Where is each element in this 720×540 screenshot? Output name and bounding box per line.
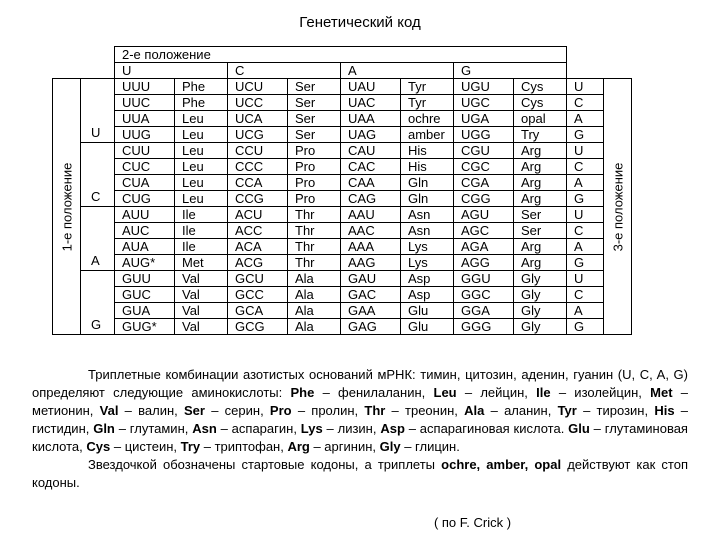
codon-cell: GUC bbox=[115, 287, 175, 303]
amino-acid-cell: Thr bbox=[288, 255, 341, 271]
third-base-label: A bbox=[567, 175, 604, 191]
amino-acid-cell: Pro bbox=[288, 159, 341, 175]
bold-term: Tyr bbox=[557, 403, 577, 418]
amino-acid-cell: His bbox=[401, 143, 454, 159]
amino-acid-cell: Leu bbox=[175, 111, 228, 127]
amino-acid-cell: Ser bbox=[514, 223, 567, 239]
amino-acid-cell: Leu bbox=[175, 175, 228, 191]
source-credit: ( по F. Crick ) bbox=[433, 515, 512, 530]
corner-cell bbox=[53, 47, 81, 63]
bold-term: Asp bbox=[380, 421, 405, 436]
codon-cell: CCU bbox=[228, 143, 288, 159]
bold-term: Pro bbox=[269, 403, 292, 418]
third-base-label: A bbox=[567, 303, 604, 319]
codon-cell: GAC bbox=[341, 287, 401, 303]
corner-cell bbox=[81, 63, 115, 79]
codon-cell: AGC bbox=[454, 223, 514, 239]
codon-cell: AAA bbox=[341, 239, 401, 255]
codon-row bbox=[53, 303, 632, 319]
bold-term: Leu bbox=[433, 385, 457, 400]
third-base-label: U bbox=[567, 207, 604, 223]
codon-cell: AGA bbox=[454, 239, 514, 255]
amino-acid-cell: Tyr bbox=[401, 95, 454, 111]
codon-cell: CGU bbox=[454, 143, 514, 159]
codon-cell: CAU bbox=[341, 143, 401, 159]
codon-table-body bbox=[53, 79, 632, 335]
codon-cell: GUA bbox=[115, 303, 175, 319]
codon-cell: CUU bbox=[115, 143, 175, 159]
codon-cell: GUU bbox=[115, 271, 175, 287]
third-position-label-text: 3-е положение bbox=[610, 162, 625, 251]
third-base-label: U bbox=[567, 79, 604, 95]
page-title: Генетический код bbox=[299, 14, 421, 31]
bold-term: Asn bbox=[192, 421, 217, 436]
amino-acid-cell: Asp bbox=[401, 287, 454, 303]
codon-cell: UGC bbox=[454, 95, 514, 111]
amino-acid-cell: Asn bbox=[401, 207, 454, 223]
codon-cell: CCC bbox=[228, 159, 288, 175]
first-base-label: C bbox=[81, 143, 115, 207]
bold-term: Thr bbox=[364, 403, 386, 418]
text-segment: – лизин, bbox=[322, 421, 381, 436]
amino-acid-cell: Val bbox=[175, 319, 228, 335]
codon-cell: AAU bbox=[341, 207, 401, 223]
codon-cell: GUG* bbox=[115, 319, 175, 335]
codon-cell: AUG* bbox=[115, 255, 175, 271]
third-position-axis-label bbox=[604, 79, 632, 335]
amino-acid-cell: Gly bbox=[514, 303, 567, 319]
amino-acid-cell: Ser bbox=[514, 207, 567, 223]
text-segment: – серин, bbox=[204, 403, 270, 418]
bold-term: His bbox=[654, 403, 675, 418]
third-base-label: C bbox=[567, 159, 604, 175]
text-segment: действуют как стоп кодоны. bbox=[32, 457, 689, 490]
amino-acid-cell: Ser bbox=[288, 79, 341, 95]
codon-cell: GCG bbox=[228, 319, 288, 335]
amino-acid-cell: Asp bbox=[401, 271, 454, 287]
codon-row bbox=[53, 143, 632, 159]
amino-acid-cell: opal bbox=[514, 111, 567, 127]
amino-acid-cell: Pro bbox=[288, 175, 341, 191]
codon-cell: CUG bbox=[115, 191, 175, 207]
amino-acid-cell: Ser bbox=[288, 95, 341, 111]
bold-term: Cys bbox=[86, 439, 111, 454]
second-position-header: 2-е положение bbox=[115, 47, 567, 63]
codon-cell: AUA bbox=[115, 239, 175, 255]
amino-acid-cell: Try bbox=[514, 127, 567, 143]
amino-acid-cell: Arg bbox=[514, 239, 567, 255]
codon-cell: UCC bbox=[228, 95, 288, 111]
amino-acid-cell: Gly bbox=[514, 319, 567, 335]
codon-cell: GGA bbox=[454, 303, 514, 319]
codon-cell: AAC bbox=[341, 223, 401, 239]
amino-acid-cell: Glu bbox=[401, 303, 454, 319]
codon-cell: UGU bbox=[454, 79, 514, 95]
codon-cell: CAA bbox=[341, 175, 401, 191]
amino-acid-cell: Ala bbox=[288, 287, 341, 303]
text-segment: – пролин, bbox=[291, 403, 365, 418]
amino-acid-cell: Ile bbox=[175, 223, 228, 239]
codon-cell: UAC bbox=[341, 95, 401, 111]
codon-cell: CGC bbox=[454, 159, 514, 175]
bold-term: Val bbox=[99, 403, 119, 418]
codon-cell: CAC bbox=[341, 159, 401, 175]
third-base-label: G bbox=[567, 255, 604, 271]
first-base-label: U bbox=[81, 79, 115, 143]
text-segment: – тирозин, bbox=[576, 403, 655, 418]
text-segment: Звездочкой обозначены стартовые кодоны, а триплеты bbox=[88, 457, 442, 472]
bold-term: Phe bbox=[290, 385, 315, 400]
amino-acid-cell: Thr bbox=[288, 239, 341, 255]
third-base-label: U bbox=[567, 271, 604, 287]
text-segment: – метионин, bbox=[32, 385, 688, 418]
amino-acid-cell: Phe bbox=[175, 79, 228, 95]
first-position-label-text: 1-е положение bbox=[59, 162, 74, 251]
third-base-label: A bbox=[567, 111, 604, 127]
text-segment: – цистеин, bbox=[110, 439, 181, 454]
amino-acid-cell: Ala bbox=[288, 271, 341, 287]
codon-cell: UGG bbox=[454, 127, 514, 143]
codon-cell: GAA bbox=[341, 303, 401, 319]
amino-acid-cell: amber bbox=[401, 127, 454, 143]
corner-cell bbox=[53, 63, 81, 79]
codon-cell: ACA bbox=[228, 239, 288, 255]
amino-acid-cell: Ala bbox=[288, 319, 341, 335]
amino-acid-cell: Val bbox=[175, 287, 228, 303]
bold-term: Gly bbox=[379, 439, 401, 454]
second-base-label: U bbox=[115, 63, 228, 79]
amino-acid-legend-paragraph bbox=[32, 366, 688, 456]
codon-row bbox=[53, 255, 632, 271]
codon-row bbox=[53, 319, 632, 335]
codon-row bbox=[53, 95, 632, 111]
amino-acid-cell: His bbox=[401, 159, 454, 175]
second-base-label: A bbox=[341, 63, 454, 79]
third-base-label: A bbox=[567, 239, 604, 255]
stop-codon-note-paragraph bbox=[32, 456, 688, 492]
codon-row bbox=[53, 287, 632, 303]
codon-cell: AAG bbox=[341, 255, 401, 271]
codon-row bbox=[53, 223, 632, 239]
amino-acid-cell: Lys bbox=[401, 239, 454, 255]
amino-acid-cell: Ala bbox=[288, 303, 341, 319]
amino-acid-cell: Arg bbox=[514, 255, 567, 271]
first-base-label: A bbox=[81, 207, 115, 271]
codon-cell: ACC bbox=[228, 223, 288, 239]
codon-cell: CGG bbox=[454, 191, 514, 207]
codon-cell: UCG bbox=[228, 127, 288, 143]
corner-cell bbox=[567, 47, 604, 63]
codon-cell: ACG bbox=[228, 255, 288, 271]
codon-cell: AGG bbox=[454, 255, 514, 271]
amino-acid-cell: Leu bbox=[175, 127, 228, 143]
codon-cell: UUU bbox=[115, 79, 175, 95]
codon-cell: ACU bbox=[228, 207, 288, 223]
amino-acid-cell: Lys bbox=[401, 255, 454, 271]
second-base-label: C bbox=[228, 63, 341, 79]
bold-term: Arg bbox=[287, 439, 310, 454]
codon-cell: UAA bbox=[341, 111, 401, 127]
text-segment: – аспарагин, bbox=[216, 421, 301, 436]
text-segment: – триптофан, bbox=[200, 439, 288, 454]
codon-cell: UCU bbox=[228, 79, 288, 95]
text-segment: – глутамин, bbox=[114, 421, 193, 436]
amino-acid-cell: Phe bbox=[175, 95, 228, 111]
amino-acid-cell: Arg bbox=[514, 175, 567, 191]
codon-cell: UUC bbox=[115, 95, 175, 111]
codon-row bbox=[53, 271, 632, 287]
codon-cell: GCC bbox=[228, 287, 288, 303]
codon-row bbox=[53, 239, 632, 255]
codon-cell: AUU bbox=[115, 207, 175, 223]
bold-term: Ile bbox=[536, 385, 551, 400]
bold-term: Ala bbox=[464, 403, 485, 418]
amino-acid-cell: Gly bbox=[514, 271, 567, 287]
second-bases-row bbox=[53, 63, 632, 79]
text-segment: – валин, bbox=[118, 403, 185, 418]
codon-row bbox=[53, 127, 632, 143]
codon-cell: UGA bbox=[454, 111, 514, 127]
first-position-axis-label bbox=[53, 79, 81, 335]
amino-acid-cell: Thr bbox=[288, 223, 341, 239]
third-base-label: U bbox=[567, 143, 604, 159]
codon-row bbox=[53, 207, 632, 223]
corner-cell bbox=[81, 47, 115, 63]
amino-acid-cell: Arg bbox=[514, 159, 567, 175]
amino-acid-cell: Ile bbox=[175, 207, 228, 223]
text-segment: – изолейцин, bbox=[550, 385, 651, 400]
amino-acid-cell: Pro bbox=[288, 191, 341, 207]
amino-acid-cell: Gln bbox=[401, 191, 454, 207]
amino-acid-cell: ochre bbox=[401, 111, 454, 127]
codon-cell: UAG bbox=[341, 127, 401, 143]
codon-cell: CCG bbox=[228, 191, 288, 207]
amino-acid-cell: Arg bbox=[514, 191, 567, 207]
bold-term: Ser bbox=[184, 403, 205, 418]
codon-cell: GCU bbox=[228, 271, 288, 287]
bold-term: Glu bbox=[568, 421, 590, 436]
amino-acid-cell: Arg bbox=[514, 143, 567, 159]
text-segment: – глицин. bbox=[400, 439, 460, 454]
codon-cell: UCA bbox=[228, 111, 288, 127]
amino-acid-cell: Asn bbox=[401, 223, 454, 239]
amino-acid-cell: Val bbox=[175, 303, 228, 319]
bold-term: ochre, amber, opal bbox=[441, 457, 562, 472]
codon-cell: CGA bbox=[454, 175, 514, 191]
codon-cell: GGC bbox=[454, 287, 514, 303]
text-segment: Триплетные комбинации азотистых оснований мРНК: тимин, цитозин, аденин, гуанин (U, C, A, G) определяют следующие аминокислоты: bbox=[32, 367, 688, 400]
amino-acid-cell: Gly bbox=[514, 287, 567, 303]
codon-cell: GGU bbox=[454, 271, 514, 287]
corner-cell bbox=[567, 63, 604, 79]
amino-acid-cell: Leu bbox=[175, 159, 228, 175]
third-base-label: G bbox=[567, 191, 604, 207]
amino-acid-cell: Thr bbox=[288, 207, 341, 223]
third-base-label: C bbox=[567, 287, 604, 303]
amino-acid-cell: Tyr bbox=[401, 79, 454, 95]
second-position-header-row bbox=[53, 47, 632, 63]
codon-cell: UUA bbox=[115, 111, 175, 127]
codon-cell: AGU bbox=[454, 207, 514, 223]
codon-row bbox=[53, 191, 632, 207]
text-segment: – лейцин, bbox=[456, 385, 537, 400]
text-segment: – гистидин, bbox=[32, 403, 689, 436]
genetic-code-table bbox=[52, 46, 632, 335]
codon-row bbox=[53, 111, 632, 127]
amino-acid-cell: Ile bbox=[175, 239, 228, 255]
codon-row bbox=[53, 175, 632, 191]
codon-row bbox=[53, 159, 632, 175]
bold-term: Try bbox=[180, 439, 201, 454]
amino-acid-cell: Cys bbox=[514, 79, 567, 95]
amino-acid-cell: Leu bbox=[175, 191, 228, 207]
codon-cell: GCA bbox=[228, 303, 288, 319]
codon-cell: UUG bbox=[115, 127, 175, 143]
text-segment: – фенилаланин, bbox=[314, 385, 434, 400]
third-base-label: G bbox=[567, 127, 604, 143]
amino-acid-cell: Gln bbox=[401, 175, 454, 191]
codon-row bbox=[53, 79, 632, 95]
amino-acid-cell: Glu bbox=[401, 319, 454, 335]
third-base-label: C bbox=[567, 223, 604, 239]
amino-acid-cell: Cys bbox=[514, 95, 567, 111]
codon-cell: GAG bbox=[341, 319, 401, 335]
codon-cell: CAG bbox=[341, 191, 401, 207]
codon-cell: AUC bbox=[115, 223, 175, 239]
text-segment: – треонин, bbox=[385, 403, 465, 418]
first-base-label: G bbox=[81, 271, 115, 335]
text-segment: – аланин, bbox=[484, 403, 558, 418]
amino-acid-cell: Leu bbox=[175, 143, 228, 159]
bold-term: Gln bbox=[93, 421, 115, 436]
text-segment: – глутаминовая кислота, bbox=[32, 421, 688, 454]
third-base-label: C bbox=[567, 95, 604, 111]
amino-acid-cell: Ser bbox=[288, 111, 341, 127]
codon-cell: UAU bbox=[341, 79, 401, 95]
amino-acid-cell: Val bbox=[175, 271, 228, 287]
third-base-label: G bbox=[567, 319, 604, 335]
codon-cell: GGG bbox=[454, 319, 514, 335]
amino-acid-cell: Pro bbox=[288, 143, 341, 159]
amino-acid-cell: Met bbox=[175, 255, 228, 271]
codon-cell: CUC bbox=[115, 159, 175, 175]
second-base-label: G bbox=[454, 63, 567, 79]
codon-cell: CCA bbox=[228, 175, 288, 191]
codon-cell: GAU bbox=[341, 271, 401, 287]
text-segment: – аргинин, bbox=[309, 439, 380, 454]
amino-acid-cell: Ser bbox=[288, 127, 341, 143]
text-segment: – аспарагиновая кислота. bbox=[404, 421, 569, 436]
codon-cell: CUA bbox=[115, 175, 175, 191]
bold-term: Lys bbox=[300, 421, 323, 436]
description bbox=[32, 366, 688, 492]
bold-term: Met bbox=[650, 385, 673, 400]
